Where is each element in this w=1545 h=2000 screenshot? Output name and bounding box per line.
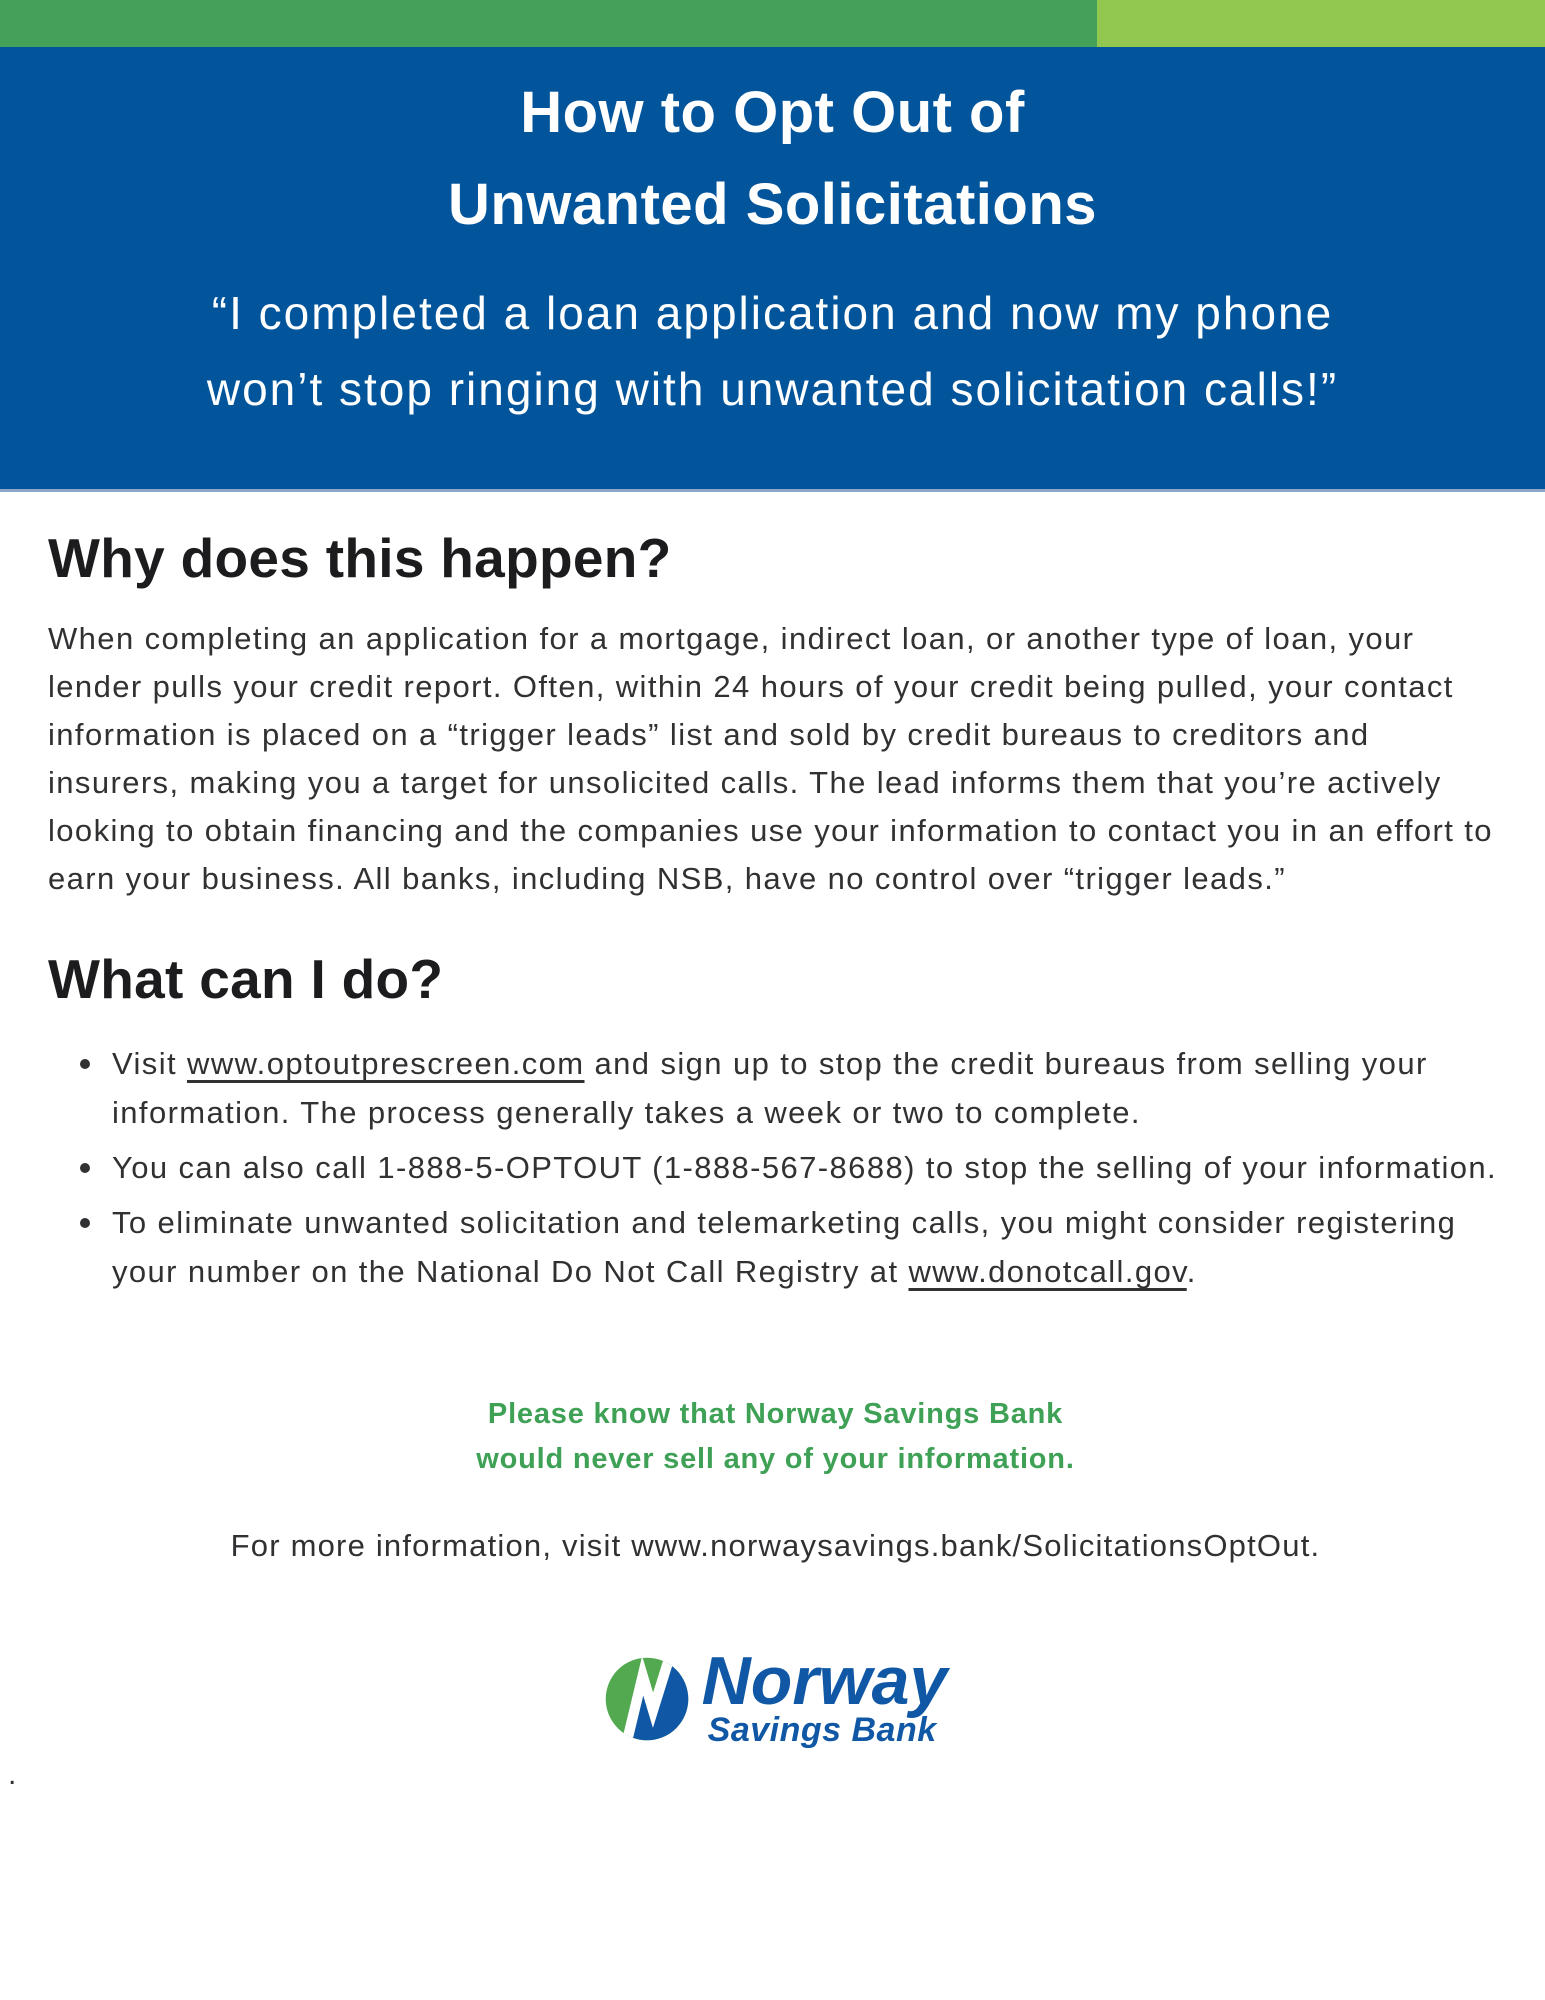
logo-mark-icon xyxy=(604,1656,690,1742)
norway-savings-bank-logo xyxy=(48,1643,1503,1749)
bullet3-suffix: . xyxy=(1186,1254,1197,1289)
list-item xyxy=(78,1198,1503,1296)
bullet-dot-icon xyxy=(80,1218,90,1228)
logo-text-norway: Norway xyxy=(701,1643,948,1719)
bullet1-suffix: and sign up to stop the credit bureaus from selling your information. The process generally takes a week or two to complete. xyxy=(112,1046,1428,1130)
page-title-line2: Unwanted Solicitations xyxy=(447,172,1098,237)
page-title-line1: How to Opt Out of xyxy=(520,80,1025,145)
customer-quote xyxy=(0,275,1545,427)
assurance-text xyxy=(48,1392,1503,1482)
optoutprescreen-link[interactable]: www.optoutprescreen.com xyxy=(187,1046,585,1081)
more-info-text: For more information, visit www.norwaysavings.bank/SolicitationsOptOut. xyxy=(230,1528,1321,1563)
why-section-heading: Why does this happen? xyxy=(48,527,672,589)
why-section-paragraph: When completing an application for a mortgage, indirect loan, or another type of loan, your lender pulls your credit report. Often, within 24 hours of your credit being pulled, your contact information is placed on a “trigger leads” list and sold by credit bureaus to creditors and insurers, making you a target for unsolicited calls. The lead informs them that you’re actively looking to obtain financing and the companies use your information to contact you in an effort to earn your business. All banks, including NSB, have no control over “trigger leads.” xyxy=(48,621,1493,896)
bullet-dot-icon xyxy=(80,1059,90,1069)
logo-text-savings-bank: Savings Bank xyxy=(707,1711,937,1749)
top-accent-bar xyxy=(0,0,1545,47)
customer-quote-line1: “I completed a loan application and now my phone xyxy=(211,287,1334,339)
bullet3-prefix: To eliminate unwanted solicitation and telemarketing calls, you might consider registering your number on the National Do Not Call Registry at xyxy=(112,1205,1457,1289)
what-section-heading: What can I do? xyxy=(48,948,444,1010)
bullet-dot-icon xyxy=(80,1163,90,1173)
list-item xyxy=(78,1039,1503,1137)
bullet2-text: You can also call 1-888-5-OPTOUT (1-888-567-8688) to stop the selling of your information. xyxy=(112,1150,1498,1185)
page-title xyxy=(0,67,1545,251)
customer-quote-line2: won’t stop ringing with unwanted solicitation calls!” xyxy=(206,363,1339,415)
list-item xyxy=(78,1143,1503,1192)
bullet1-prefix: Visit xyxy=(112,1046,188,1081)
stray-period: . xyxy=(8,1758,17,1791)
main-content xyxy=(0,528,1545,1748)
top-accent-bar-dark-green xyxy=(0,0,1097,47)
top-accent-bar-light-green xyxy=(1097,0,1545,47)
header-banner xyxy=(0,47,1545,492)
logo-wordmark xyxy=(701,1643,948,1749)
assurance-line2: would never sell any of your information. xyxy=(476,1443,1075,1475)
assurance-line1: Please know that Norway Savings Bank xyxy=(487,1398,1064,1430)
donotcall-link[interactable]: www.donotcall.gov xyxy=(908,1254,1187,1289)
action-bullet-list xyxy=(78,1039,1503,1296)
